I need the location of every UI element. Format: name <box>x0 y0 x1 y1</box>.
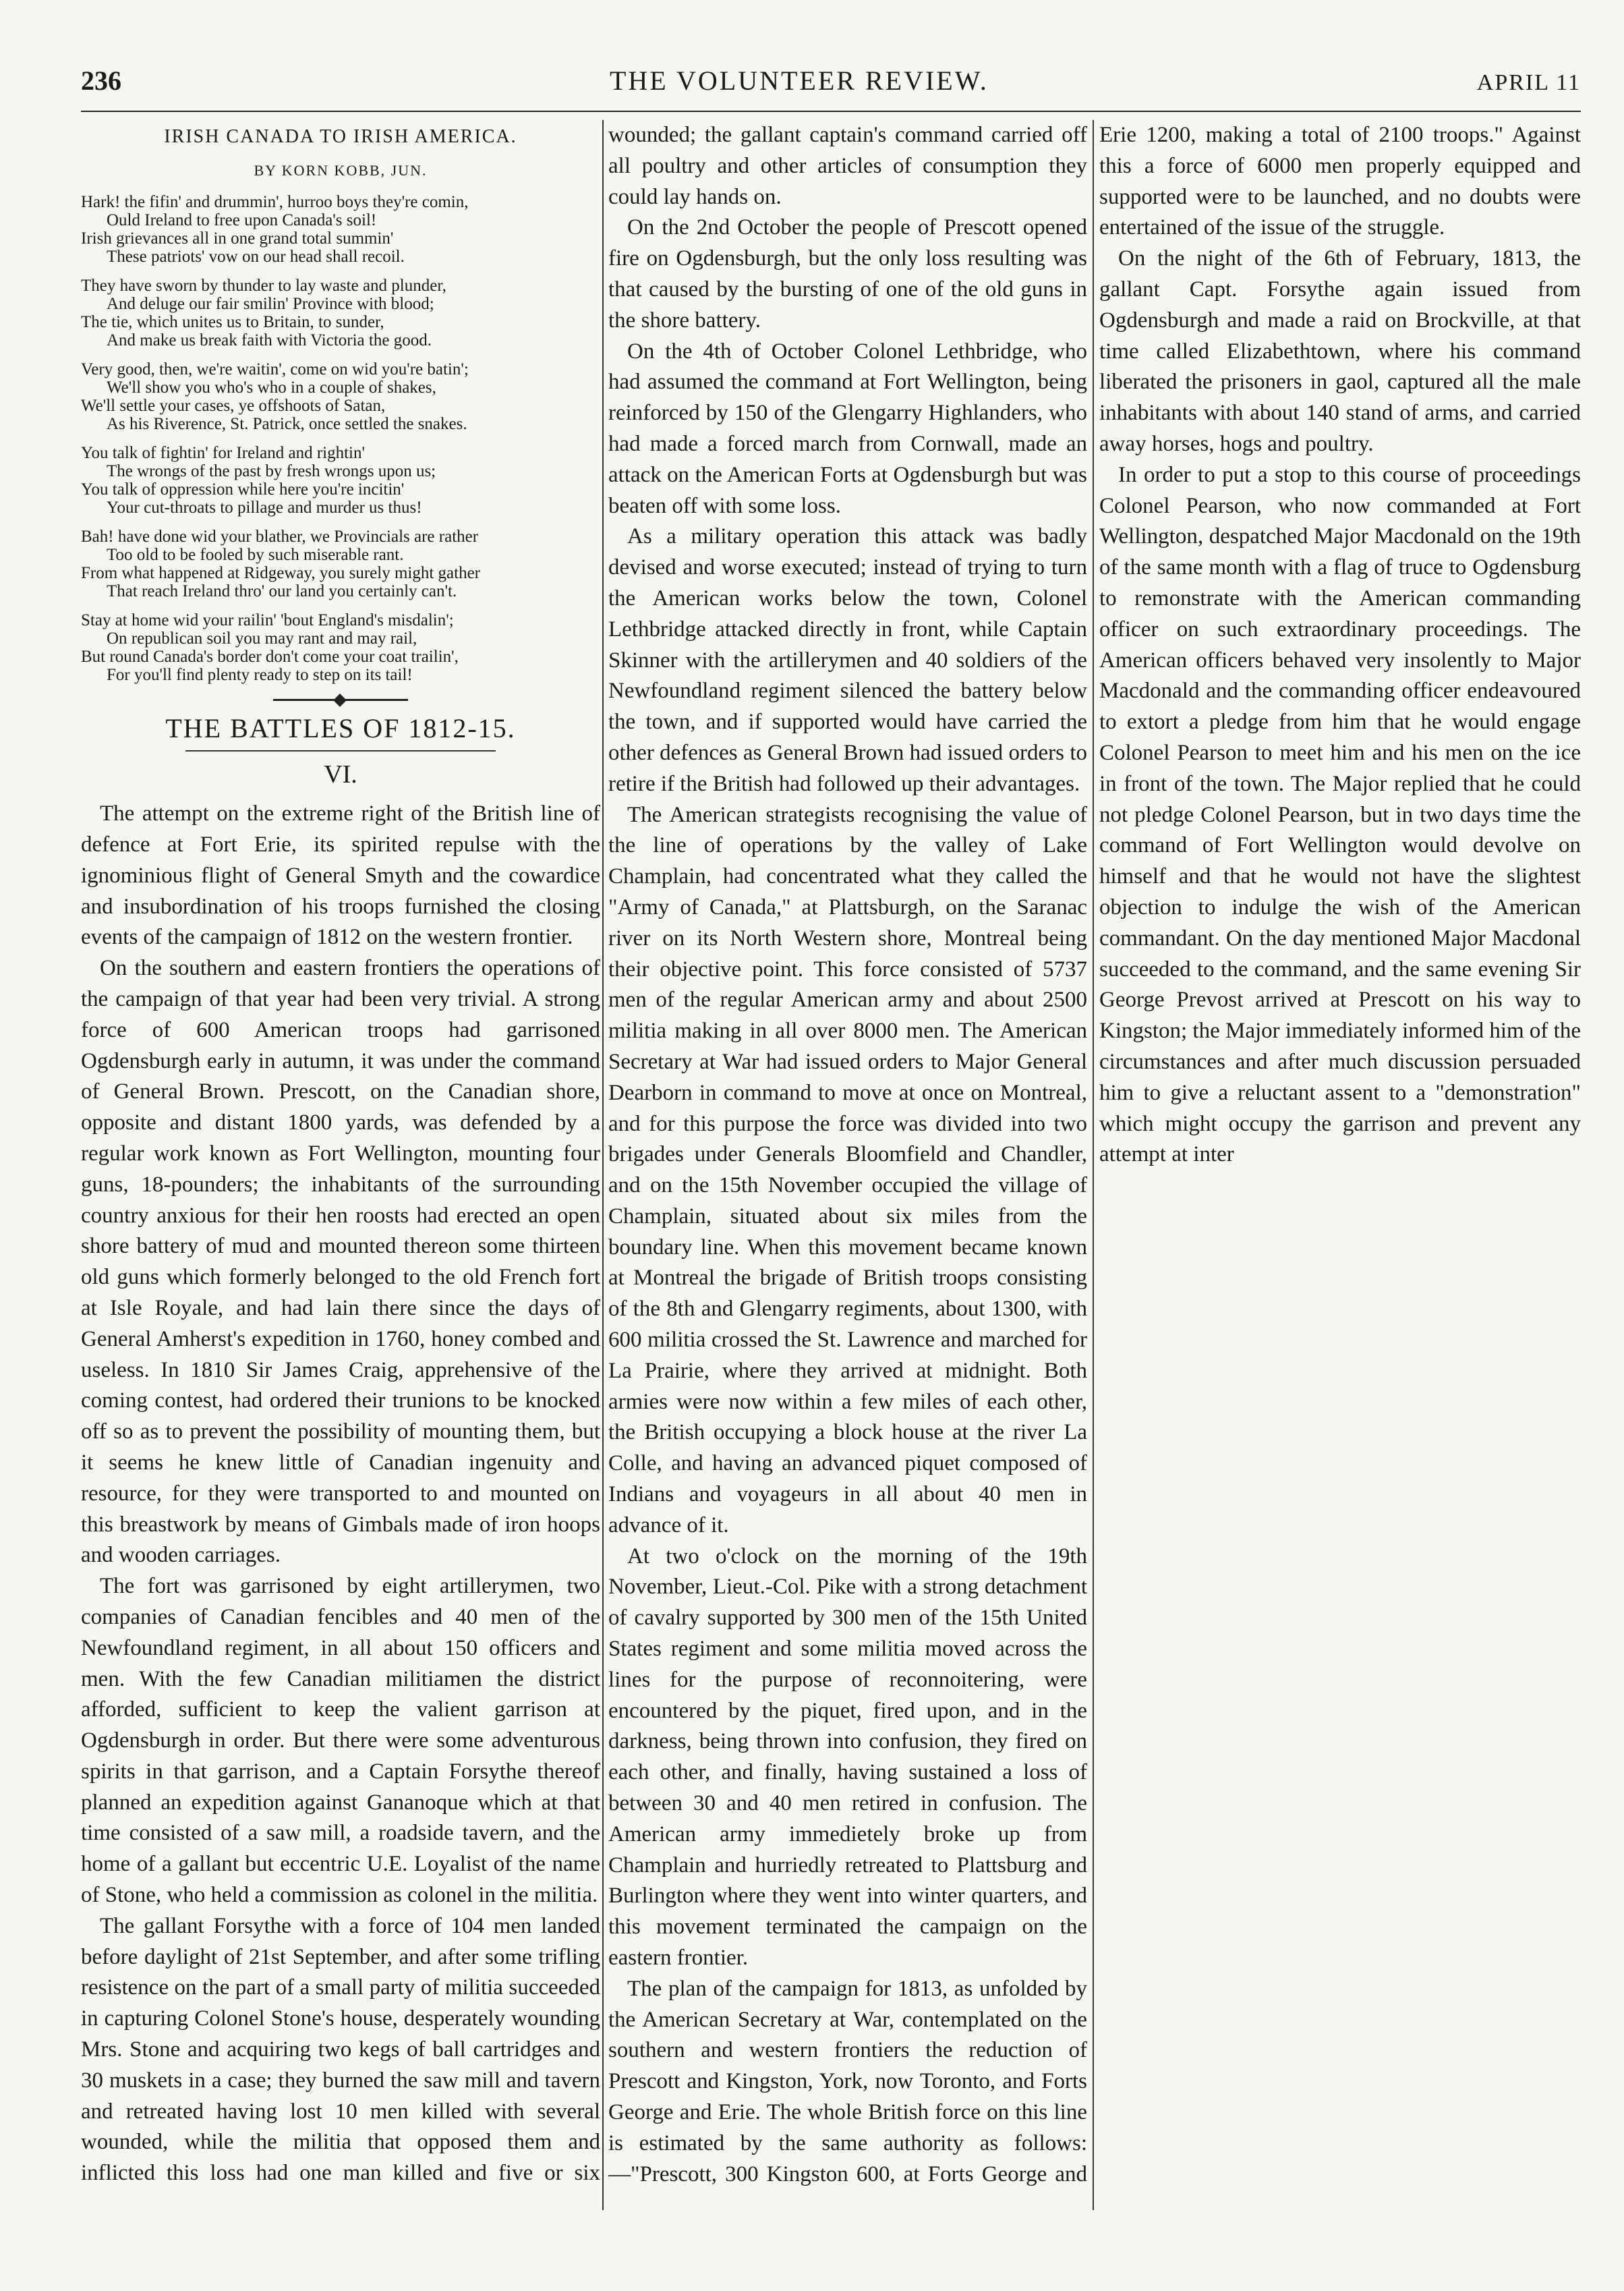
article-paragraph: On the 2nd October the people of Prescott opened fire on Ogdensburgh, but the only loss resulting was that caused by the bursting of one of the old guns in the shore battery. <box>608 215 1087 333</box>
poem-stanza <box>81 528 600 600</box>
article-paragraph: As a military operation this attack was badly devised and worse executed; instead of trying to turn the American works below the town, Colonel Lethbridge attacked directly in front, while Captain Skinner with the artillerymen and 40 soldiers of the Newfoundland regiment silenced the battery below the town, and if supported would have carried the other defences as General Brown had issued orders to retire if the British had followed up their advantages. <box>608 524 1087 796</box>
poem-stanza <box>81 360 600 433</box>
poem-line: Stay at home wid your railin' 'bout England's misdalin'; <box>81 611 454 629</box>
article-paragraph: The gallant Forsythe with a force of 104 men landed before daylight of 21st September, and after some trifling resistence on the part of a small party of militia succeeded in capturing Colonel Stone's house, desperately wounding Mrs. Stone and acquiring two kegs of ball cartridges and 30 muskets in a case; they burned the saw mill and tavern and retreated having lost 10 men killed with several wounded, while the militia that opposed them and inflicted this loss had one man killed and five or six <box>81 1913 600 2186</box>
poem-stanza <box>81 193 600 266</box>
poem-line: You talk of fightin' for Ireland and rightin' <box>81 443 365 462</box>
issue-date: APRIL 11 <box>1476 70 1581 95</box>
poem-stanza <box>81 277 600 349</box>
poem-line: We'll show you who's who in a couple of shakes, <box>107 378 436 397</box>
page-number: 236 <box>81 65 121 96</box>
column-3 <box>1099 120 1581 2210</box>
poem-line: The wrongs of the past by fresh wrongs upon us; <box>107 461 436 480</box>
poem-line: And deluge our fair smilin' Province with blood; <box>107 294 434 313</box>
column-rule-2 <box>1093 120 1094 2210</box>
poem-line: That reach Ireland thro' our land you certainly can't. <box>107 582 457 600</box>
poem-stanza <box>81 611 600 684</box>
article-paragraph: Erie 1200, making a total of 2100 troops." Against this a force of 6000 men properly equipped and supported were to be launched, and no doubts were entertained of the issue of the struggle. <box>1099 123 1581 240</box>
article-paragraph: On the 4th of October Colonel Lethbridge, who had assumed the command at Fort Wellington, being reinforced by 150 of the Glengarry Highlanders, who had made a forced march from Cornwall, made an attack on the American Forts at Ogdensburgh but was beaten off with some loss. <box>608 339 1087 518</box>
section-divider <box>273 699 408 701</box>
poem-line: Hark! the fifin' and drummin', hurroo boys they're comin, <box>81 192 469 211</box>
poem-byline: BY KORN KOBB, JUN. <box>254 161 428 179</box>
article-paragraph: The fort was garrisoned by eight artillerymen, two companies of Canadian fencibles and 40 men of the Newfoundland regiment, in all about 150 officers and men. With the few Canadian militiamen the district afforded, sufficient to keep the valient garrison at Ogdensburgh in order. But there were some adventurous spirits in that garrison, and a Captain Forsythe thereof planned an expedition against Gananoque which at that time consisted of a saw mill, a roadside tavern, and the home of a gallant but eccentric U.E. Loyalist of the name of Stone, who held a commission as colonel in the militia. <box>81 1574 600 1908</box>
poem-line: We'll settle your cases, ye offshoots of Satan, <box>81 396 386 415</box>
header-rule <box>81 111 1581 112</box>
article-paragraph: On the night of the 6th of February, 1813, the gallant Capt. Forsythe again issued from Ogdensburgh and made a raid on Brockville, at that time called Elizabethtown, where his command liberated the prisoners in gaol, captured all the male inhabitants with about 140 stand of arms, and carried away horses, hogs and poultry. <box>1099 246 1581 456</box>
article-title: THE BATTLES OF 1812-15. <box>165 712 516 743</box>
poem-line: Your cut-throats to pillage and murder us thus! <box>107 498 422 517</box>
poem-line: The tie, which unites us to Britain, to sunder, <box>81 312 384 331</box>
article-paragraph: At two o'clock on the morning of the 19th November, Lieut.-Col. Pike with a strong detachment of cavalry supported by 300 men of the 15th United States regiment and some militia moved across the lines for the purpose of reconnoitering, were encountered by the piquet, fired upon, and in the darkness, being thrown into confusion, they fired on each other, and finally, having sustained a loss of between 30 and 40 men retired in confusion. The American army immedietely broke up from Champlain and hurriedly retreated to Plattsburg and Burlington where they went into winter quarters, and this movement terminated the campaign on the eastern frontier. <box>608 1544 1087 1971</box>
poem-title: IRISH CANADA TO IRISH AMERICA. <box>164 126 517 147</box>
column-2 <box>608 120 1087 2210</box>
page-header <box>81 65 1581 105</box>
title-rule <box>185 750 496 752</box>
poem-line: You talk of oppression while here you're incitin' <box>81 480 405 499</box>
article-paragraph: The attempt on the extreme right of the British line of defence at Fort Erie, its spirited repulse with the ignominious flight of General Smyth and the cowardice and insubordination of his troops furnished the closing events of the campaign of 1812 on the western frontier. <box>81 801 600 950</box>
running-title: THE VOLUNTEER REVIEW. <box>609 65 989 96</box>
poem-line: These patriots' vow on our head shall recoil. <box>107 247 405 266</box>
article-paragraph: The plan of the campaign for 1813, as unfolded by the American Secretary at War, contemplated on the southern and western frontiers the reduction of Prescott and Kingston, York, now Toronto, and Forts George and Erie. The whole British force on this line is estimated by the same authority as follows:—"Prescott, 300 Kingston 600, at Forts George and <box>608 1976 1087 2186</box>
poem-line: Too old to be fooled by such miserable rant. <box>107 545 404 564</box>
poem-line: They have sworn by thunder to lay waste and plunder, <box>81 276 446 295</box>
poem-line: And make us break faith with Victoria the good. <box>107 331 432 349</box>
article-paragraph: On the southern and eastern frontiers the operations of the campaign of that year had been very trivial. A strong force of 600 American troops had garrisoned Ogdensburgh early in autumn, it was under the command of General Brown. Prescott, on the Canadian shore, opposite and distant 1800 yards, was defended by a regular work known as Fort Wellington, mounting four guns, 18-pounders; the inhabitants of the surrounding country anxious for their hen roosts had erected an open shore battery of mud and mounted thereon some thirteen old guns which formerly belonged to the old French fort at Isle Royale, and had lain there since the days of General Amherst's expedition in 1760, honey combed and useless. In 1810 Sir James Craig, apprehensive of the coming contest, had ordered their trunions to be knocked off so as to prevent the possibility of mounting them, but it seems he knew little of Canadian ingenuity and resource, for they were transported to and mounted on this breastwork by means of Gimbals made of iron hoops and wooden carriages. <box>81 956 600 1568</box>
poem-body <box>81 193 600 684</box>
poem-stanza <box>81 444 600 517</box>
article-text-part-3 <box>1099 120 1581 1170</box>
column-1 <box>81 120 600 2210</box>
article-text-part-2 <box>608 120 1087 2190</box>
article-paragraph: In order to put a stop to this course of proceedings Colonel Pearson, who now commanded at Fort Wellington, despatched Major Macdonald on the 19th of the same month with a flag of truce to Ogdensburg to remonstrate with the American commanding officer on such extraordinary proceedings. The American officers behaved very insolently to Major Macdonald and the commanding officer endeavoured to extort a pledge from him that he would engage Colonel Pearson to meet him and his men on the ice in front of the town. The Major replied that he could not pledge Colonel Pearson, but in two days time the command of Fort Wellington would devolve on himself and that he would not have the slightest objection to indulge the wish of the American commandant. On the day mentioned Major Macdonal succeeded to the command, and the same evening Sir George Prevost arrived at Prescott on his way to Kingston; the Major immediately informed him of the circumstances and after much discussion persuaded him to give a reluctant assent to a "demonstration" which might occupy the garrison and prevent any attempt at inter <box>1099 462 1581 1167</box>
poem-line: But round Canada's border don't come your coat trailin', <box>81 647 459 666</box>
article-number: VI. <box>324 760 357 789</box>
poem-line: Ould Ireland to free upon Canada's soil! <box>107 210 377 229</box>
poem-line: Very good, then, we're waitin', come on wid you're batin'; <box>81 360 469 378</box>
poem-line: Bah! have done wid your blather, we Provincials are rather <box>81 527 479 546</box>
poem-line: On republican soil you may rant and may rail, <box>107 629 417 648</box>
article-paragraph: wounded; the gallant captain's command carried off all poultry and other articles of consumption they could lay hands on. <box>608 123 1087 209</box>
poem-line: From what happened at Ridgeway, you surely might gather <box>81 563 480 582</box>
poem-line: For you'll find plenty ready to step on its tail! <box>107 665 413 684</box>
article-text-part-1 <box>81 799 600 2189</box>
column-rule-1 <box>602 120 604 2210</box>
article-paragraph: The American strategists recognising the value of the line of operations by the valley of Lake Champlain, had concentrated what they called the "Army of Canada," at Plattsburgh, on the Saranac river on its North Western shore, Montreal being their objective point. This force consisted of 5737 men of the regular American army and about 2500 militia making in all over 8000 men. The American Secretary at War had issued orders to Major General Dearborn in command to move at once on Montreal, and for this purpose the force was divided into two brigades under Generals Bloomfield and Chandler, and on the 15th November occupied the village of Champlain, situated about six miles from the boundary line. When this movement became known at Montreal the brigade of British troops consisting of the 8th and Glengarry regiments, about 1300, with 600 militia crossed the St. Lawrence and marched for La Prairie, where they arrived at midnight. Both armies were now within a few miles of each other, the British occupying a block house at the river La Colle, and having an advanced piquet composed of Indians and voyageurs in all about 40 men in advance of it. <box>608 802 1087 1537</box>
poem-line: Irish grievances all in one grand total summin' <box>81 229 394 248</box>
poem-line: As his Riverence, St. Patrick, once settled the snakes. <box>107 414 467 433</box>
